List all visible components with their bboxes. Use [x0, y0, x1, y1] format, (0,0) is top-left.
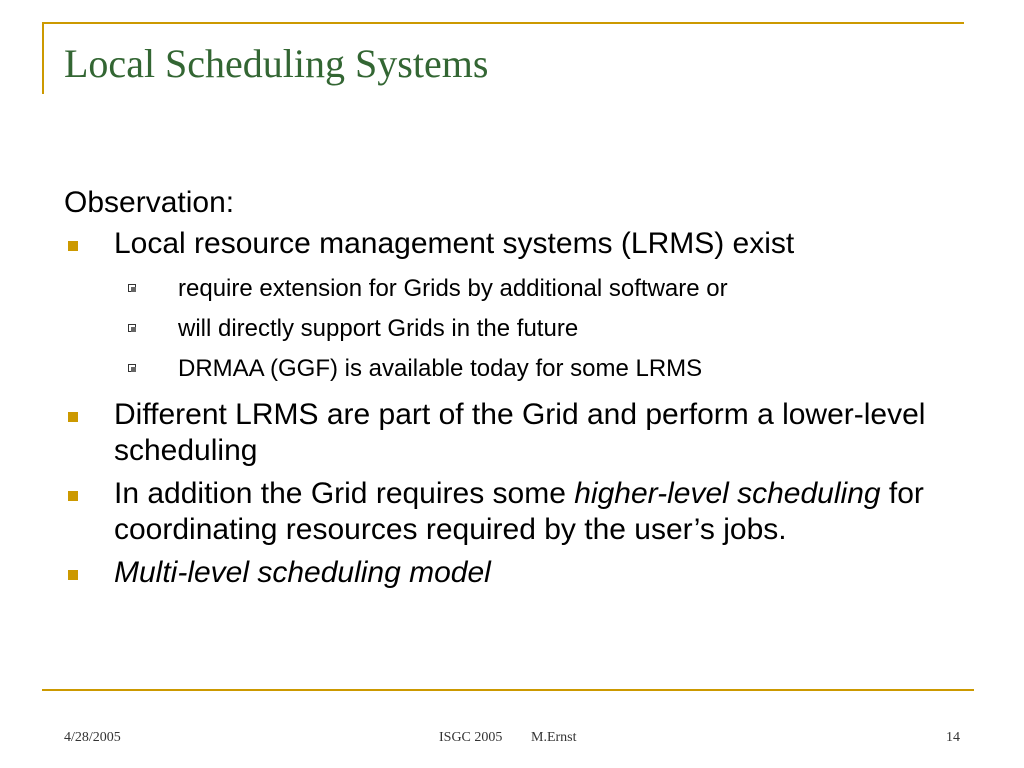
observation-label: Observation:	[64, 186, 235, 219]
sub-bullet-item	[64, 309, 964, 349]
bullet-text: Local resource management systems (LRMS) exist	[114, 227, 795, 260]
sub-bullet-text: require extension for Grids by additional software or	[178, 275, 728, 302]
hollow-square-bullet-icon	[128, 324, 136, 332]
square-bullet-icon	[68, 412, 78, 422]
sub-bullet-text: DRMAA (GGF) is available today for some LRMS	[178, 355, 703, 382]
hollow-square-bullet-icon	[128, 364, 136, 372]
sub-bullet-list	[64, 269, 964, 389]
frame-left-line	[42, 22, 44, 94]
bullet-emphasis: higher-level scheduling	[574, 477, 881, 510]
footer-page-number: 14	[946, 730, 960, 745]
hollow-square-bullet-icon	[128, 284, 136, 292]
frame-top-line	[42, 22, 964, 24]
bullet-item-higher-level	[64, 476, 964, 548]
bullet-item-lrms	[64, 226, 964, 262]
square-bullet-icon	[68, 241, 78, 251]
footer-divider	[42, 689, 974, 691]
footer-date: 4/28/2005	[64, 730, 121, 745]
bullet-text: Different LRMS are part of the Grid and perform a lower-level scheduling	[114, 398, 926, 467]
sub-bullet-item	[64, 269, 964, 309]
bullet-item-multilevel	[64, 555, 964, 591]
bullet-text-suffix: for coordinating resources required by the user’s jobs.	[114, 477, 924, 546]
footer-conference: ISGC 2005	[439, 730, 503, 745]
sub-bullet-text: will directly support Grids in the future	[178, 315, 579, 342]
square-bullet-icon	[68, 570, 78, 580]
bullet-text-prefix: In addition the Grid requires some	[114, 477, 575, 510]
square-bullet-icon	[68, 491, 78, 501]
bullet-emphasis: Multi-level scheduling model	[114, 556, 491, 589]
slide-title: Local Scheduling Systems	[64, 41, 489, 86]
bullet-item-different-lrms	[64, 397, 964, 469]
slide-body	[64, 186, 964, 598]
footer-author: M.Ernst	[531, 730, 577, 745]
sub-bullet-item	[64, 349, 964, 389]
